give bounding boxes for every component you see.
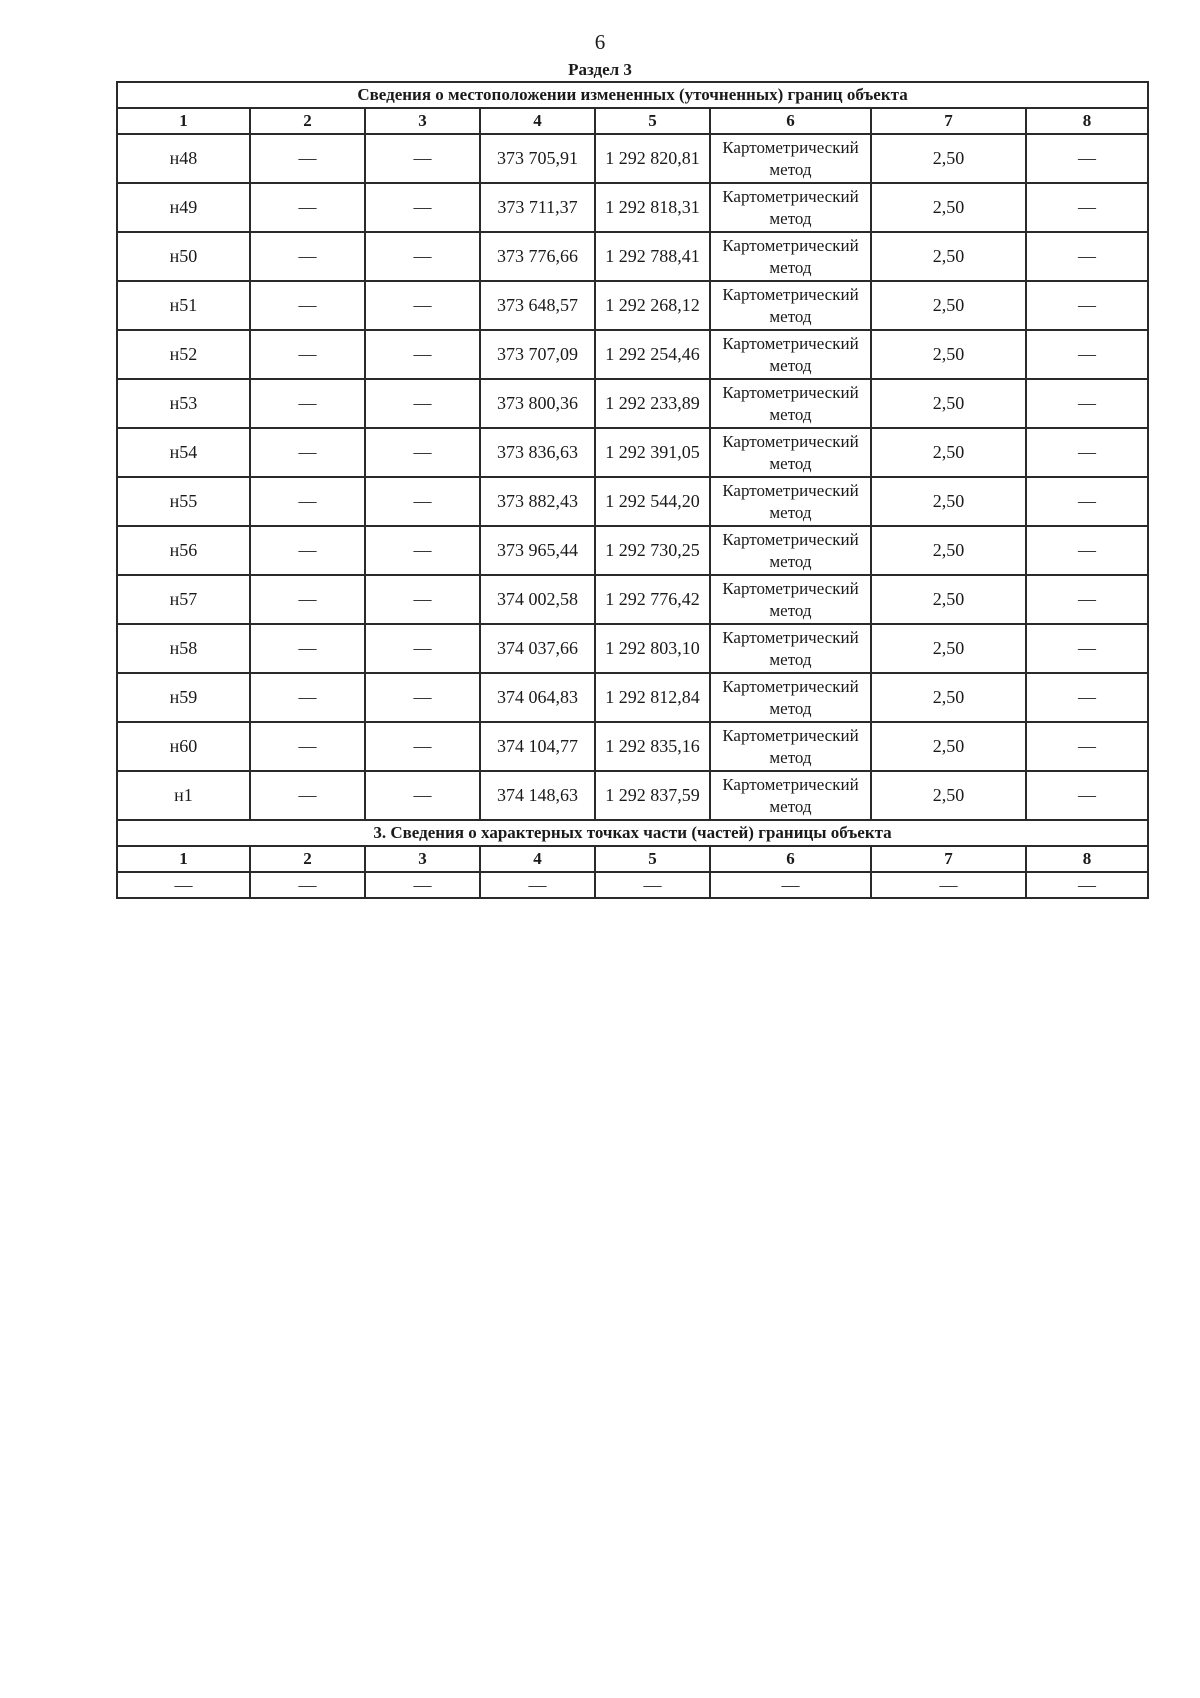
cell-c7: 2,50 (871, 281, 1026, 330)
cell-c6: Картометрический метод (710, 673, 871, 722)
cell-c3: — (365, 428, 480, 477)
cell-c3: — (365, 134, 480, 183)
column-number: 8 (1026, 108, 1148, 134)
cell-c6: Картометрический метод (710, 477, 871, 526)
cell-c5: 1 292 837,59 (595, 771, 710, 820)
cell-c6: Картометрический метод (710, 183, 871, 232)
column-number: 4 (480, 108, 595, 134)
cell-c7: 2,50 (871, 134, 1026, 183)
section-title: Раздел 3 (568, 60, 632, 79)
cell-c7: 2,50 (871, 624, 1026, 673)
cell-c7: 2,50 (871, 428, 1026, 477)
cell-c5: 1 292 233,89 (595, 379, 710, 428)
cell-c8: — (1026, 771, 1148, 820)
cell-c1: н49 (117, 183, 250, 232)
cell-c8: — (1026, 134, 1148, 183)
cell-c8: — (1026, 183, 1148, 232)
page-number: 6 (594, 30, 606, 54)
cell-c8: — (1026, 428, 1148, 477)
empty-cell: — (365, 872, 480, 898)
cell-c6: Картометрический метод (710, 624, 871, 673)
cell-c5: 1 292 544,20 (595, 477, 710, 526)
cell-c6: Картометрический метод (710, 379, 871, 428)
table-row (117, 771, 1148, 820)
cell-c3: — (365, 722, 480, 771)
cell-c2: — (250, 330, 365, 379)
table2-header: 3. Сведения о характерных точках части (частей) границы объекта (117, 820, 1148, 846)
cell-c2: — (250, 379, 365, 428)
empty-cell: — (871, 872, 1026, 898)
cell-c8: — (1026, 673, 1148, 722)
cell-c5: 1 292 776,42 (595, 575, 710, 624)
empty-cell: — (595, 872, 710, 898)
cell-c1: н50 (117, 232, 250, 281)
cell-c6: Картометрический метод (710, 575, 871, 624)
empty-cell: — (117, 872, 250, 898)
table-row (117, 232, 1148, 281)
cell-c2: — (250, 722, 365, 771)
cell-c7: 2,50 (871, 771, 1026, 820)
cell-c3: — (365, 330, 480, 379)
cell-c6: Картометрический метод (710, 771, 871, 820)
table-row (117, 183, 1148, 232)
cell-c7: 2,50 (871, 673, 1026, 722)
table-row (117, 428, 1148, 477)
cell-c6: Картометрический метод (710, 722, 871, 771)
table-row (117, 477, 1148, 526)
column-number: 1 (117, 846, 250, 872)
cell-c6: Картометрический метод (710, 134, 871, 183)
cell-c2: — (250, 526, 365, 575)
table-row (117, 722, 1148, 771)
table2-header-row (117, 820, 1148, 846)
cell-c6: Картометрический метод (710, 232, 871, 281)
cell-c3: — (365, 575, 480, 624)
cell-c2: — (250, 428, 365, 477)
cell-c8: — (1026, 330, 1148, 379)
empty-cell: — (480, 872, 595, 898)
cell-c5: 1 292 812,84 (595, 673, 710, 722)
empty-cell: — (250, 872, 365, 898)
cell-c7: 2,50 (871, 722, 1026, 771)
column-number: 3 (365, 108, 480, 134)
cell-c2: — (250, 183, 365, 232)
table-row (117, 379, 1148, 428)
cell-c4: 373 705,91 (480, 134, 595, 183)
table-row (117, 134, 1148, 183)
column-number: 4 (480, 846, 595, 872)
cell-c3: — (365, 183, 480, 232)
cell-c1: н53 (117, 379, 250, 428)
cell-c4: 373 648,57 (480, 281, 595, 330)
cell-c3: — (365, 379, 480, 428)
column-number: 2 (250, 846, 365, 872)
cell-c2: — (250, 477, 365, 526)
cell-c5: 1 292 820,81 (595, 134, 710, 183)
cell-c8: — (1026, 477, 1148, 526)
cell-c1: н51 (117, 281, 250, 330)
cell-c5: 1 292 254,46 (595, 330, 710, 379)
cell-c4: 373 800,36 (480, 379, 595, 428)
empty-cell: — (710, 872, 871, 898)
column-number: 6 (710, 846, 871, 872)
cell-c1: н56 (117, 526, 250, 575)
cell-c5: 1 292 803,10 (595, 624, 710, 673)
cell-c8: — (1026, 379, 1148, 428)
cell-c4: 373 711,37 (480, 183, 595, 232)
column-number: 8 (1026, 846, 1148, 872)
cell-c1: н59 (117, 673, 250, 722)
cell-c6: Картометрический метод (710, 281, 871, 330)
cell-c1: н57 (117, 575, 250, 624)
cell-c8: — (1026, 575, 1148, 624)
cell-c1: н1 (117, 771, 250, 820)
cell-c1: н55 (117, 477, 250, 526)
cell-c3: — (365, 673, 480, 722)
column-number: 1 (117, 108, 250, 134)
table1-column-numbers (117, 108, 1148, 134)
table-row (117, 624, 1148, 673)
cell-c4: 373 776,66 (480, 232, 595, 281)
cell-c7: 2,50 (871, 183, 1026, 232)
cell-c7: 2,50 (871, 477, 1026, 526)
table-row (117, 330, 1148, 379)
cell-c1: н60 (117, 722, 250, 771)
cell-c4: 374 104,77 (480, 722, 595, 771)
table-row (117, 526, 1148, 575)
cell-c1: н58 (117, 624, 250, 673)
column-number: 5 (595, 846, 710, 872)
cell-c8: — (1026, 281, 1148, 330)
cell-c4: 374 064,83 (480, 673, 595, 722)
cell-c4: 373 965,44 (480, 526, 595, 575)
cell-c2: — (250, 232, 365, 281)
column-number: 3 (365, 846, 480, 872)
cell-c4: 373 836,63 (480, 428, 595, 477)
cell-c7: 2,50 (871, 526, 1026, 575)
cell-c3: — (365, 281, 480, 330)
cell-c3: — (365, 624, 480, 673)
cell-c8: — (1026, 526, 1148, 575)
empty-cell: — (1026, 872, 1148, 898)
column-number: 7 (871, 108, 1026, 134)
cell-c5: 1 292 835,16 (595, 722, 710, 771)
cell-c7: 2,50 (871, 379, 1026, 428)
cell-c4: 374 037,66 (480, 624, 595, 673)
table-row (117, 575, 1148, 624)
cell-c5: 1 292 818,31 (595, 183, 710, 232)
cell-c4: 374 148,63 (480, 771, 595, 820)
cell-c8: — (1026, 624, 1148, 673)
cell-c1: н54 (117, 428, 250, 477)
cell-c1: н48 (117, 134, 250, 183)
table1-header: Сведения о местоположении измененных (уточненных) границ объекта (117, 82, 1148, 108)
cell-c6: Картометрический метод (710, 330, 871, 379)
cell-c4: 374 002,58 (480, 575, 595, 624)
cell-c2: — (250, 624, 365, 673)
cell-c2: — (250, 575, 365, 624)
cell-c4: 373 707,09 (480, 330, 595, 379)
cell-c6: Картометрический метод (710, 428, 871, 477)
cell-c5: 1 292 391,05 (595, 428, 710, 477)
cell-c3: — (365, 477, 480, 526)
cell-c3: — (365, 771, 480, 820)
cell-c4: 373 882,43 (480, 477, 595, 526)
cell-c2: — (250, 673, 365, 722)
table2-empty-row (117, 872, 1148, 898)
cell-c8: — (1026, 232, 1148, 281)
cell-c3: — (365, 526, 480, 575)
table-row (117, 673, 1148, 722)
column-number: 6 (710, 108, 871, 134)
table1-header-row (117, 82, 1148, 108)
cell-c6: Картометрический метод (710, 526, 871, 575)
cell-c5: 1 292 268,12 (595, 281, 710, 330)
cell-c8: — (1026, 722, 1148, 771)
table2-column-numbers (117, 846, 1148, 872)
cell-c7: 2,50 (871, 330, 1026, 379)
cell-c2: — (250, 281, 365, 330)
cell-c7: 2,50 (871, 232, 1026, 281)
cell-c2: — (250, 134, 365, 183)
table-row (117, 281, 1148, 330)
column-number: 5 (595, 108, 710, 134)
cell-c5: 1 292 730,25 (595, 526, 710, 575)
cell-c7: 2,50 (871, 575, 1026, 624)
column-number: 7 (871, 846, 1026, 872)
cell-c5: 1 292 788,41 (595, 232, 710, 281)
cell-c3: — (365, 232, 480, 281)
cell-c2: — (250, 771, 365, 820)
cell-c1: н52 (117, 330, 250, 379)
column-number: 2 (250, 108, 365, 134)
boundary-table (116, 81, 1149, 899)
